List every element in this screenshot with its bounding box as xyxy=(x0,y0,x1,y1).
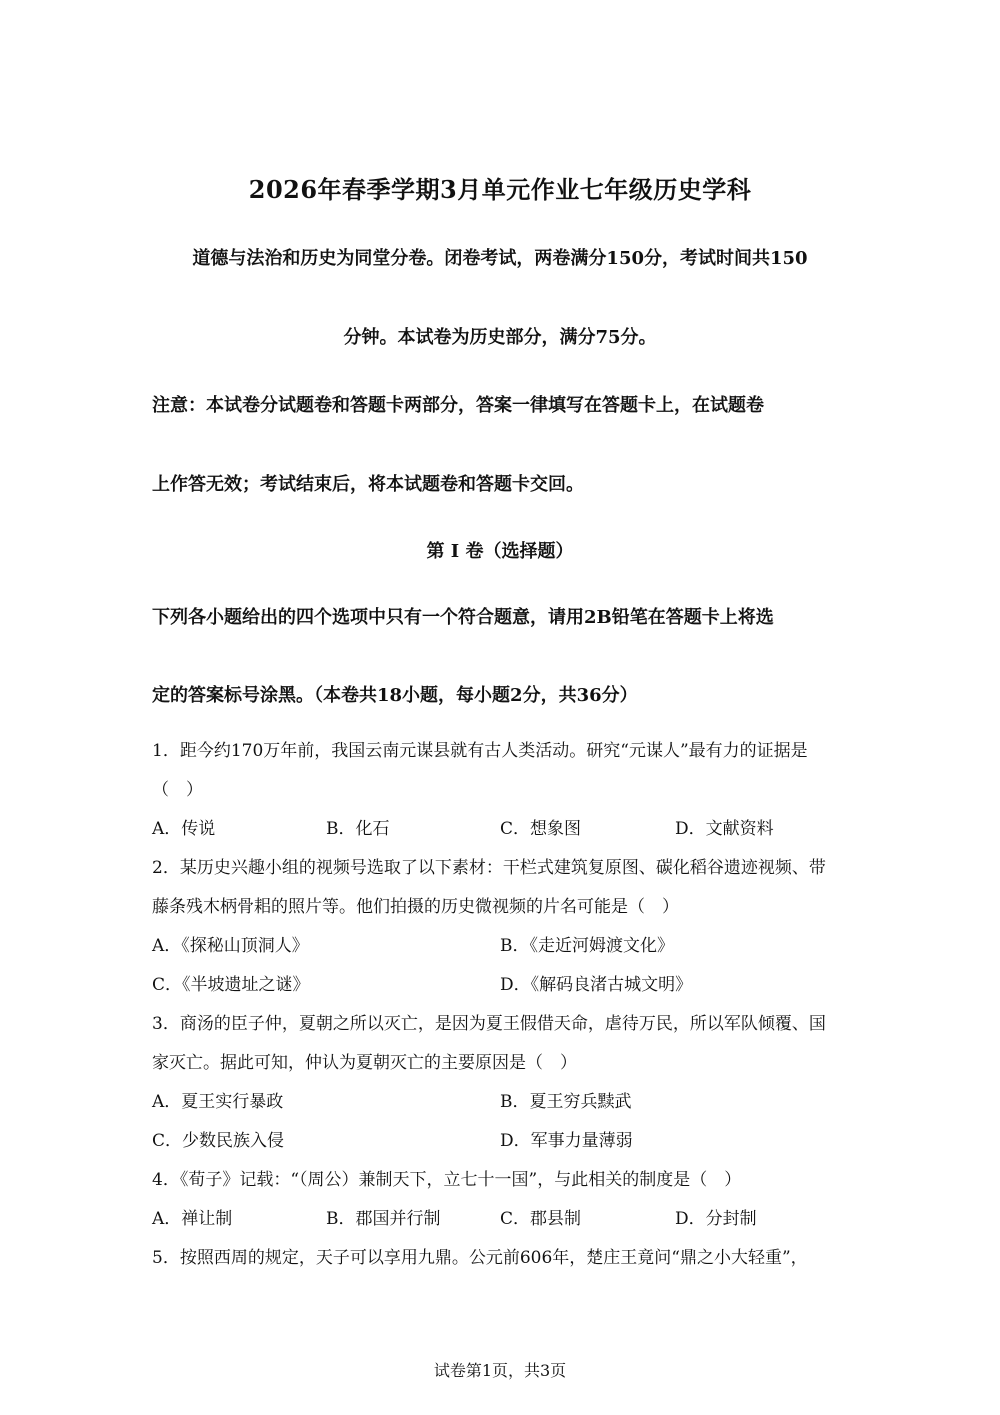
question-2-option-b: B．《走近河姆渡文化》 xyxy=(500,936,674,956)
question-4-option-b: B．郡国并行制 xyxy=(326,1209,441,1229)
notice-line-2: 上作答无效；考试结束后，将本试题卷和答题卡交回。 xyxy=(152,474,584,495)
question-4-option-c: C．郡县制 xyxy=(500,1209,582,1229)
page-title: 2026年春季学期3月单元作业七年级历史学科 xyxy=(248,175,752,204)
question-4-option-a: A．禅让制 xyxy=(152,1209,233,1229)
section-instruction-line-2: 定的答案标号涂黑。（本卷共18小题，每小题2分，共36分） xyxy=(152,685,638,706)
question-1-option-d: D．文献资料 xyxy=(675,819,774,839)
question-2-option-a: A．《探秘山顶洞人》 xyxy=(152,936,309,956)
section-instruction-line-1: 下列各小题给出的四个选项中只有一个符合题意，请用2B铅笔在答题卡上将选 xyxy=(152,607,774,628)
question-3-option-d: D．军事力量薄弱 xyxy=(500,1131,633,1151)
question-5-text: 5．按照西周的规定，天子可以享用九鼎。公元前606年，楚庄王竟问“鼎之小大轻重”， xyxy=(152,1248,808,1268)
question-2-option-d: D．《解码良渚古城文明》 xyxy=(500,975,693,995)
question-2-text-line-1: 2．某历史兴趣小组的视频号选取了以下素材：干栏式建筑复原图、碳化稻谷遗迹视频、带 xyxy=(152,858,826,878)
question-1-option-b: B．化石 xyxy=(326,819,390,839)
notice-line-1: 注意：本试卷分试题卷和答题卡两部分，答案一律填写在答题卡上，在试题卷 xyxy=(152,395,764,416)
question-3-option-b: B．夏王穷兵黩武 xyxy=(500,1092,632,1112)
question-4-option-d: D．分封制 xyxy=(675,1209,757,1229)
question-3-option-c: C．少数民族入侵 xyxy=(152,1131,285,1151)
page-footer: 试卷第1页，共3页 xyxy=(433,1361,567,1380)
question-1-option-c: C．想象图 xyxy=(500,819,582,839)
question-2-text-line-2: 藤条残木柄骨耜的照片等。他们拍摄的历史微视频的片名可能是（ ） xyxy=(152,897,679,917)
question-3-text-line-1: 3．商汤的臣子仲，夏朝之所以灭亡，是因为夏王假借天命，虐待万民，所以军队倾覆、国 xyxy=(152,1014,826,1034)
question-3-option-a: A．夏王实行暴政 xyxy=(152,1092,284,1112)
question-1-bracket: （ ） xyxy=(152,780,203,800)
section-heading: 第 I 卷（选择题） xyxy=(426,541,574,562)
question-1-text: 1．距今约170万年前，我国云南元谋县就有古人类活动。研究“元谋人”最有力的证据是 xyxy=(152,741,808,761)
question-2-option-c: C．《半坡遗址之谜》 xyxy=(152,975,310,995)
question-4-text: 4．《荀子》记载：“（周公）兼制天下，立七十一国”，与此相关的制度是（ ） xyxy=(152,1170,742,1190)
intro-line-2: 分钟。本试卷为历史部分，满分75分。 xyxy=(343,327,657,348)
question-3-text-line-2: 家灭亡。据此可知，仲认为夏朝灭亡的主要原因是（ ） xyxy=(152,1053,577,1073)
intro-line-1: 道德与法治和历史为同堂分卷。闭卷考试，两卷满分150分，考试时间共150 xyxy=(192,248,808,269)
question-1-option-a: A．传说 xyxy=(152,819,216,839)
